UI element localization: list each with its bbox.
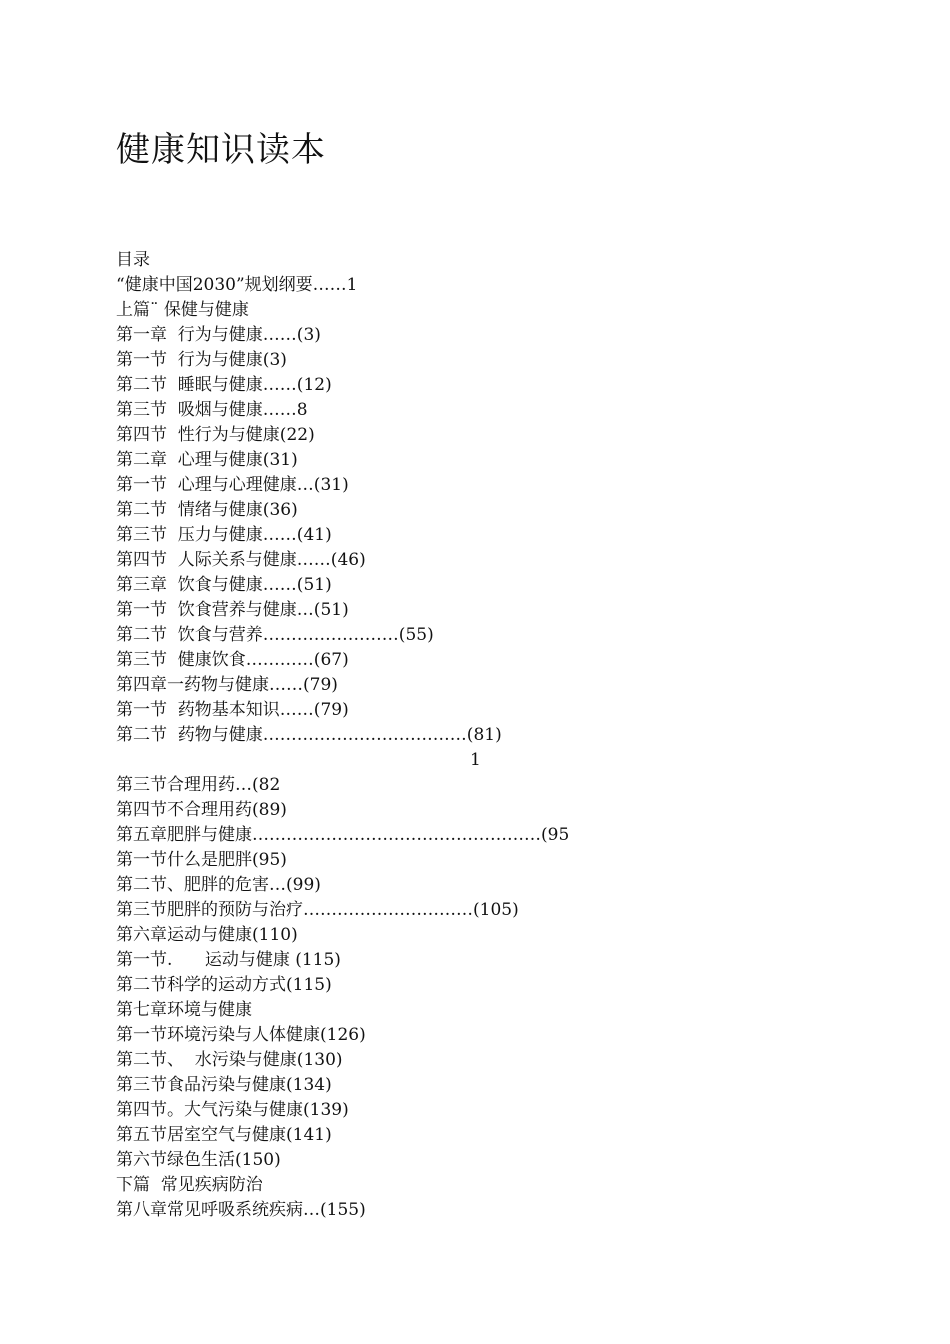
toc-entry: 第三节合理用药…(82 xyxy=(116,775,281,795)
toc-entry: 第七章环境与健康 xyxy=(116,1000,252,1020)
toc-entry: 第三节 吸烟与健康……8 xyxy=(116,400,308,420)
toc-entry: 第一节 药物基本知识……(79) xyxy=(116,700,349,720)
toc-entry: 第一节. 运动与健康 (115) xyxy=(116,950,341,970)
toc-entry: 第三节食品污染与健康(134) xyxy=(116,1075,332,1095)
toc-entry: 第二节科学的运动方式(115) xyxy=(116,975,332,995)
toc-entry: 第二章 心理与健康(31) xyxy=(116,450,298,470)
toc-entry: 第一章 行为与健康……(3) xyxy=(116,325,321,345)
toc-entry: 第五章肥胖与健康……………………………………………(95 xyxy=(116,825,570,845)
table-of-contents xyxy=(116,248,916,1223)
toc-heading: 目录 xyxy=(116,250,150,270)
toc-entry: 第四节 性行为与健康(22) xyxy=(116,425,315,445)
toc-entry: 第二节 情绪与健康(36) xyxy=(116,500,298,520)
toc-entry: 第一节环境污染与人体健康(126) xyxy=(116,1025,366,1045)
toc-entry: 第二节、 水污染与健康(130) xyxy=(116,1050,343,1070)
toc-entry: 第三章 饮食与健康……(51) xyxy=(116,575,332,595)
toc-entry: 第一节什么是肥胖(95) xyxy=(116,850,287,870)
toc-entry: 第四节。大气污染与健康(139) xyxy=(116,1100,349,1120)
toc-entry: 第一节 饮食营养与健康…(51) xyxy=(116,600,349,620)
toc-entry: 第三节肥胖的预防与治疗…………………………(105) xyxy=(116,900,519,920)
toc-entry: 第六节绿色生活(150) xyxy=(116,1150,281,1170)
toc-entry: 第二节 药物与健康………………………………(81) xyxy=(116,725,502,745)
toc-entry: 第三节 健康饮食…………(67) xyxy=(116,650,349,670)
toc-part-heading: 下篇 常见疾病防治 xyxy=(116,1175,263,1195)
toc-entry: 第六章运动与健康(110) xyxy=(116,925,298,945)
toc-entry: 第一节 心理与心理健康…(31) xyxy=(116,475,349,495)
toc-part-heading: 上篇¨ 保健与健康 xyxy=(116,300,249,320)
toc-entry: 第五节居室空气与健康(141) xyxy=(116,1125,332,1145)
toc-entry: 第二节、肥胖的危害…(99) xyxy=(116,875,321,895)
toc-entry: 第四节 人际关系与健康……(46) xyxy=(116,550,366,570)
toc-entry: 第二节 睡眠与健康……(12) xyxy=(116,375,332,395)
toc-entry: 第一节 行为与健康(3) xyxy=(116,350,287,370)
toc-entry: 第四章一药物与健康……(79) xyxy=(116,675,338,695)
page-number: 1 xyxy=(470,750,481,770)
toc-entry: 第二节 饮食与营养……………………(55) xyxy=(116,625,434,645)
toc-entry: “健康中国2030”规划纲要……1 xyxy=(116,275,358,295)
toc-entry: 第三节 压力与健康……(41) xyxy=(116,525,332,545)
toc-entry: 第四节不合理用药(89) xyxy=(116,800,287,820)
toc-entry: 第八章常见呼吸系统疾病…(155) xyxy=(116,1200,366,1220)
document-title: 健康知识读本 xyxy=(116,130,326,170)
